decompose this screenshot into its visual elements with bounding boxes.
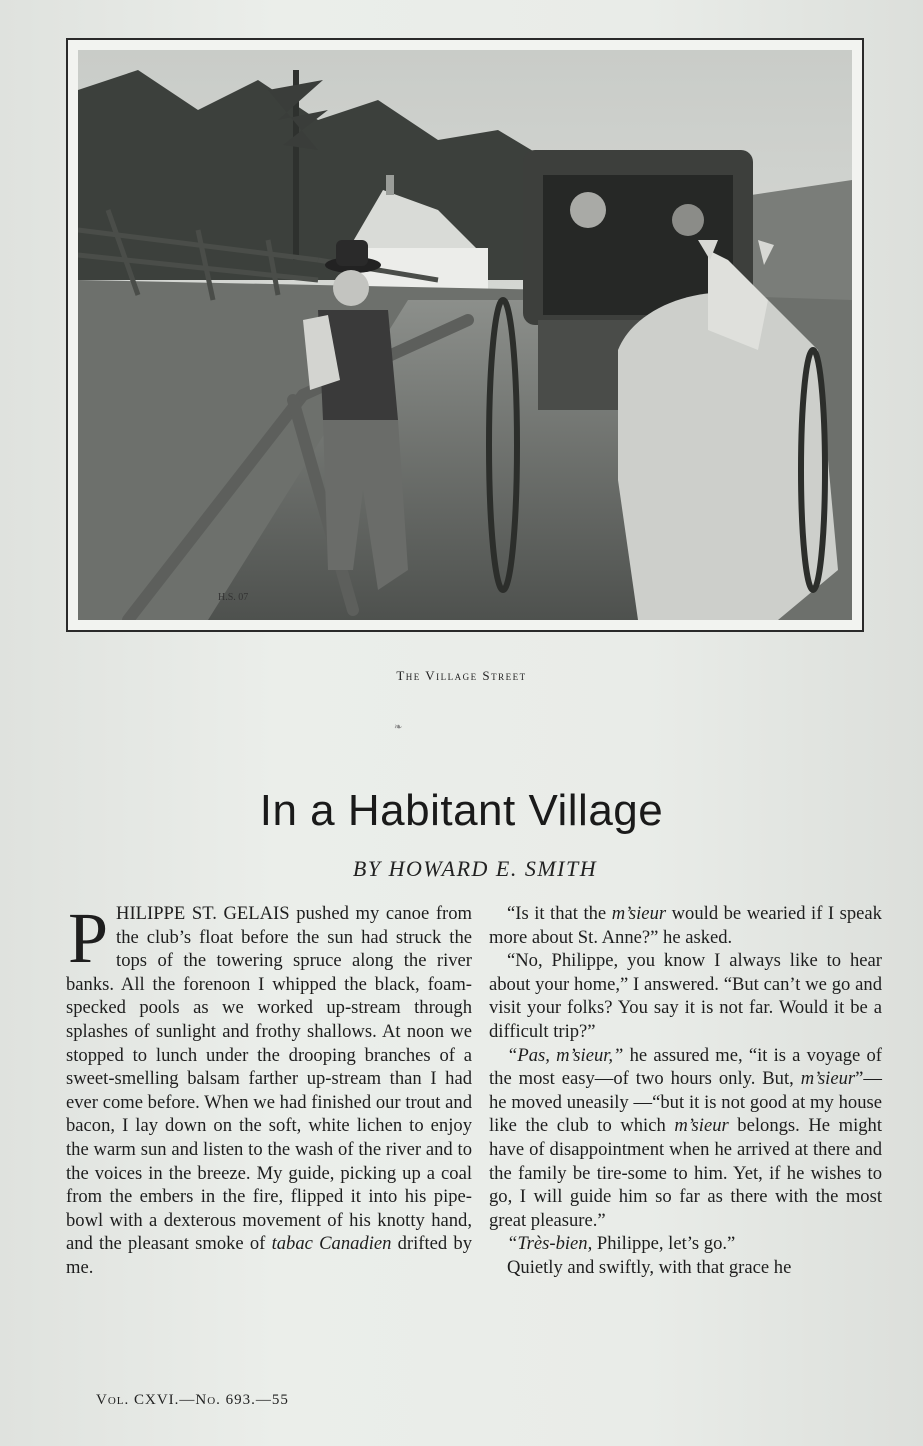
paragraph-text-end: drifted by me. xyxy=(66,1233,472,1278)
ornament-icon: ❧ xyxy=(394,722,403,733)
text: “Is it that the xyxy=(507,903,612,924)
text: ”—he moved uneasily —“but it is not good at my house like the club to which xyxy=(489,1068,882,1137)
illustration-caption: The Village Street xyxy=(396,668,527,683)
paragraph: Quietly and swiftly, with that grace he xyxy=(507,1256,792,1278)
paragraph xyxy=(489,1232,882,1256)
drop-cap: P xyxy=(68,898,109,978)
left-column xyxy=(66,898,472,1280)
article-title: In a Habitant Village xyxy=(259,786,664,835)
village-street-illustration xyxy=(78,50,852,620)
paragraph: “No, Philippe, you know I always like to hear about your home,” I answered. “But can’t we go and visit your folks? You say it is not far. Would it be a difficult trip?” xyxy=(489,950,882,1042)
italic-phrase: m’sieur xyxy=(611,903,667,924)
right-column xyxy=(489,902,882,1280)
paragraph xyxy=(66,898,472,1280)
italic-phrase: m’sieur xyxy=(674,1115,729,1137)
text: Philippe, let’s go.” xyxy=(592,1233,736,1255)
text: would be wearied if I speak more about St. Anne?” he asked. xyxy=(489,903,882,948)
italic-phrase: tabac Canadien xyxy=(271,1233,392,1255)
italic-phrase: “Pas, m’sieur,” xyxy=(507,1044,624,1066)
paragraph-text: HILIPPE ST. GELAIS pushed my canoe from the club’s float before the sun had struck the tops of the towering spruce along the river banks. All the forenoon I whipped the black, foam-specked pools as we worked up-stream through splashes of sunlight and frothy shallows. At noon we stopped to lunch under the drooping branches of a sweet-smelling balsam farther up-stream than I had ever come before. When we had finished our trout and bacon, I lay down on the soft, white lichen to enjoy the warm sun and listen to the wash of the river and to the voices in the breeze. My guide, picking up a coal from the embers in the fire, flipped it into his pipe-bowl with a dexterous movement of his knotty hand, and the pleasant smoke of xyxy=(66,903,472,1255)
italic-phrase: “Très-bien, xyxy=(507,1233,593,1255)
text: belongs. He might have of disappointment when he arrived at there and the family be tire-some to him. Yet, if he wishes to go, I will guide him so far as there with the most great pleasure.” xyxy=(489,1115,882,1231)
text: he assured me, “it is a voyage of the most easy—of two hours only. But, xyxy=(489,1044,882,1090)
artist-signature: H.S. 07 xyxy=(218,592,249,603)
illustration-plate xyxy=(66,38,864,632)
page-footer: Vol. CXVI.—No. 693.—55 xyxy=(96,1392,289,1408)
italic-phrase: m’sieur xyxy=(800,1068,856,1090)
paragraph xyxy=(489,902,882,949)
chimney xyxy=(386,175,394,195)
paragraph xyxy=(489,1044,882,1233)
article-byline: BY HOWARD E. SMITH xyxy=(352,856,598,881)
